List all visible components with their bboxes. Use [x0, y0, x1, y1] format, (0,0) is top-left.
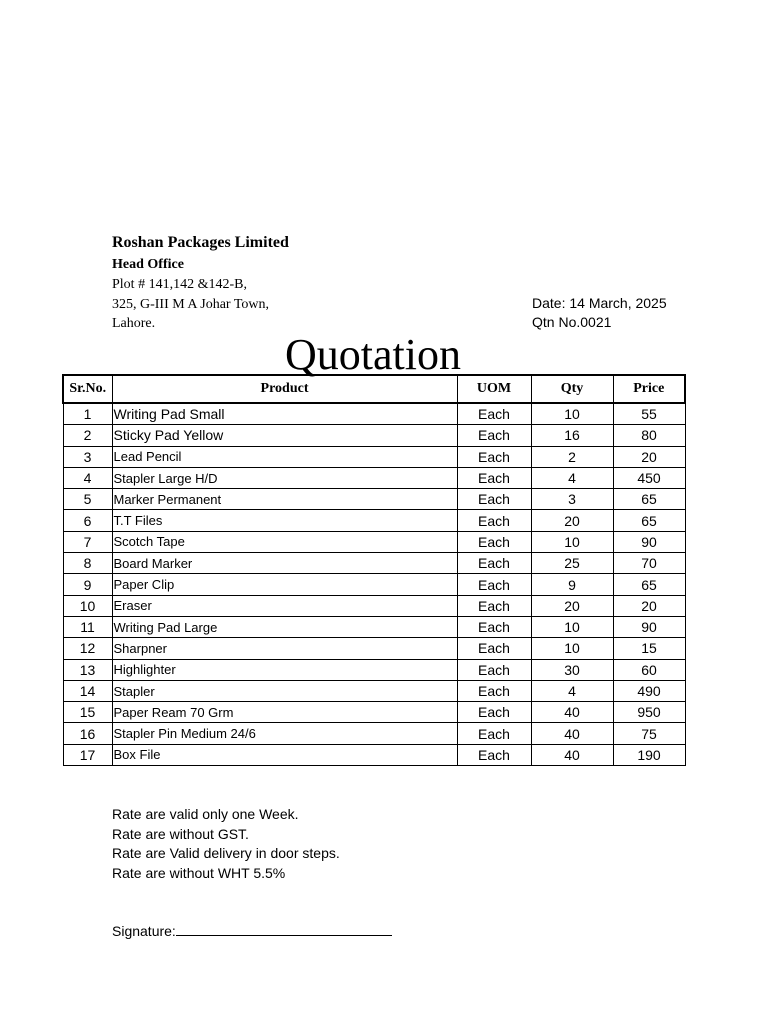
- column-header-qty: Qty: [531, 375, 613, 403]
- cell-product: Box File: [112, 744, 457, 765]
- cell-price: 60: [613, 659, 685, 680]
- table-row: [63, 446, 685, 467]
- cell-product: Lead Pencil: [112, 446, 457, 467]
- document-title: Quotation: [285, 330, 461, 379]
- office-label: Head Office: [112, 257, 184, 272]
- table-row: [63, 638, 685, 659]
- cell-product: Board Marker: [112, 553, 457, 574]
- cell-srno: 10: [63, 595, 112, 616]
- address-line-1: Plot # 141,142 &142-B,: [112, 277, 247, 292]
- cell-qty: 4: [531, 467, 613, 488]
- terms-notes: [112, 805, 340, 883]
- table-row: [63, 680, 685, 701]
- cell-product: Writing Pad Large: [112, 616, 457, 637]
- table-row: [63, 553, 685, 574]
- cell-price: 20: [613, 595, 685, 616]
- cell-price: 15: [613, 638, 685, 659]
- cell-srno: 12: [63, 638, 112, 659]
- cell-qty: 25: [531, 553, 613, 574]
- table-row: [63, 616, 685, 637]
- cell-qty: 20: [531, 595, 613, 616]
- signature-field: [112, 921, 392, 941]
- cell-srno: 11: [63, 616, 112, 637]
- cell-price: 190: [613, 744, 685, 765]
- cell-uom: Each: [457, 744, 531, 765]
- cell-product: Stapler Large H/D: [112, 467, 457, 488]
- cell-price: 490: [613, 680, 685, 701]
- table-row: [63, 702, 685, 723]
- cell-srno: 8: [63, 553, 112, 574]
- cell-product: Eraser: [112, 595, 457, 616]
- cell-qty: 2: [531, 446, 613, 467]
- cell-qty: 10: [531, 616, 613, 637]
- table-row: [63, 489, 685, 510]
- cell-uom: Each: [457, 659, 531, 680]
- company-block: [112, 232, 289, 334]
- table-row: [63, 403, 685, 425]
- cell-uom: Each: [457, 574, 531, 595]
- cell-price: 20: [613, 446, 685, 467]
- cell-srno: 2: [63, 425, 112, 446]
- cell-uom: Each: [457, 425, 531, 446]
- cell-srno: 13: [63, 659, 112, 680]
- cell-qty: 10: [531, 638, 613, 659]
- table-row: [63, 467, 685, 488]
- cell-uom: Each: [457, 723, 531, 744]
- items-table-body: [63, 403, 685, 766]
- cell-qty: 10: [531, 403, 613, 425]
- cell-product: Stapler Pin Medium 24/6: [112, 723, 457, 744]
- address-line-3: Lahore.: [112, 316, 156, 331]
- column-header-product: Product: [112, 375, 457, 403]
- cell-product: Scotch Tape: [112, 531, 457, 552]
- cell-uom: Each: [457, 467, 531, 488]
- cell-srno: 4: [63, 467, 112, 488]
- cell-srno: 17: [63, 744, 112, 765]
- cell-srno: 15: [63, 702, 112, 723]
- cell-product: T.T Files: [112, 510, 457, 531]
- cell-product: Highlighter: [112, 659, 457, 680]
- signature-label: Signature:: [112, 923, 176, 939]
- cell-price: 70: [613, 553, 685, 574]
- table-row: [63, 659, 685, 680]
- cell-price: 90: [613, 616, 685, 637]
- cell-qty: 20: [531, 510, 613, 531]
- cell-qty: 16: [531, 425, 613, 446]
- table-row: [63, 595, 685, 616]
- items-table: [62, 374, 686, 766]
- cell-srno: 16: [63, 723, 112, 744]
- cell-uom: Each: [457, 403, 531, 425]
- quotation-meta: [532, 294, 667, 332]
- cell-product: Paper Ream 70 Grm: [112, 702, 457, 723]
- cell-product: Writing Pad Small: [112, 403, 457, 425]
- cell-product: Marker Permanent: [112, 489, 457, 510]
- cell-uom: Each: [457, 510, 531, 531]
- address-line-2: 325, G-III M A Johar Town,: [112, 296, 270, 312]
- quotation-date: Date: 14 March, 2025: [532, 295, 667, 311]
- table-row: [63, 531, 685, 552]
- cell-uom: Each: [457, 553, 531, 574]
- cell-product: Sticky Pad Yellow: [112, 425, 457, 446]
- cell-uom: Each: [457, 489, 531, 510]
- table-row: [63, 744, 685, 765]
- table-row: [63, 574, 685, 595]
- cell-product: Paper Clip: [112, 574, 457, 595]
- cell-qty: 3: [531, 489, 613, 510]
- cell-uom: Each: [457, 616, 531, 637]
- cell-price: 55: [613, 403, 685, 425]
- cell-srno: 14: [63, 680, 112, 701]
- cell-srno: 6: [63, 510, 112, 531]
- cell-srno: 3: [63, 446, 112, 467]
- note-line: Rate are Valid delivery in door steps.: [112, 845, 340, 861]
- cell-uom: Each: [457, 446, 531, 467]
- column-header-price: Price: [613, 375, 685, 403]
- cell-qty: 4: [531, 680, 613, 701]
- table-header-row: [63, 375, 685, 403]
- table-row: [63, 723, 685, 744]
- cell-qty: 10: [531, 531, 613, 552]
- cell-price: 80: [613, 425, 685, 446]
- signature-line: [176, 921, 392, 936]
- cell-srno: 5: [63, 489, 112, 510]
- table-row: [63, 425, 685, 446]
- table-row: [63, 510, 685, 531]
- quotation-number: Qtn No.0021: [532, 314, 612, 330]
- cell-uom: Each: [457, 531, 531, 552]
- cell-price: 65: [613, 489, 685, 510]
- cell-price: 90: [613, 531, 685, 552]
- column-header-uom: UOM: [457, 375, 531, 403]
- company-name: Roshan Packages Limited: [112, 234, 289, 251]
- cell-srno: 9: [63, 574, 112, 595]
- cell-price: 65: [613, 574, 685, 595]
- cell-uom: Each: [457, 638, 531, 659]
- cell-srno: 7: [63, 531, 112, 552]
- cell-price: 65: [613, 510, 685, 531]
- cell-uom: Each: [457, 680, 531, 701]
- cell-qty: 40: [531, 744, 613, 765]
- cell-qty: 9: [531, 574, 613, 595]
- note-line: Rate are without WHT 5.5%: [112, 864, 286, 881]
- cell-uom: Each: [457, 702, 531, 723]
- cell-product: Sharpner: [112, 638, 457, 659]
- column-header-srno: Sr.No.: [63, 375, 112, 403]
- cell-price: 950: [613, 702, 685, 723]
- note-line: Rate are valid only one Week.: [112, 806, 299, 822]
- cell-qty: 30: [531, 659, 613, 680]
- cell-uom: Each: [457, 595, 531, 616]
- cell-product: Stapler: [112, 680, 457, 701]
- cell-srno: 1: [63, 403, 112, 425]
- note-line: Rate are without GST.: [112, 825, 249, 842]
- cell-price: 450: [613, 467, 685, 488]
- cell-price: 75: [613, 723, 685, 744]
- cell-qty: 40: [531, 723, 613, 744]
- cell-qty: 40: [531, 702, 613, 723]
